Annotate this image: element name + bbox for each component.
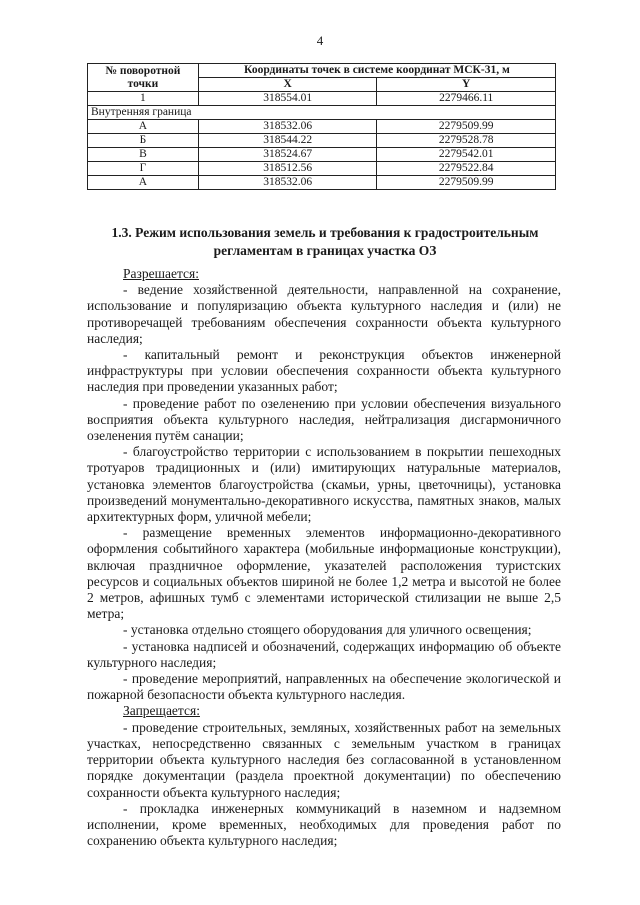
cell-x: 318544.22 bbox=[198, 134, 377, 148]
table-row bbox=[88, 176, 556, 190]
table-row bbox=[88, 134, 556, 148]
allowed-item: - благоустройство территории с использованием в покрытии пешеходных тротуаров традиционных и (или) имитирующих натуральные материалов, установка элементов благоустройства (скамьи, урны, цветочницы), установка произведений монументально-декоративного искусства, памятных знаков, малых архитектурных форм, уличной мебели; bbox=[87, 444, 561, 525]
cell-y: 2279466.11 bbox=[377, 92, 556, 106]
allowed-item: - ведение хозяйственной деятельности, направленной на сохранение, использование и популяризацию объекта культурного наследия и (или) не противоречащей требованиям обеспечения сохранности объекта культурного наследия; bbox=[87, 282, 561, 346]
cell-y: 2279528.78 bbox=[377, 134, 556, 148]
allowed-label: Разрешается: bbox=[123, 266, 199, 281]
cell-x: 318532.06 bbox=[198, 176, 377, 190]
header-coord-system: Координаты точек в системе координат МСК-31, м bbox=[198, 64, 555, 78]
table-section-row bbox=[88, 106, 556, 120]
header-point: № поворотной точки bbox=[88, 64, 199, 92]
cell-x: 318554.01 bbox=[198, 92, 377, 106]
coordinates-table bbox=[87, 63, 556, 190]
table-row bbox=[88, 92, 556, 106]
cell-y: 2279542.01 bbox=[377, 148, 556, 162]
forbidden-label: Запрещается: bbox=[123, 703, 200, 719]
allowed-item: - установка отдельно стоящего оборудования для уличного освещения; bbox=[123, 622, 532, 638]
cell-y: 2279509.99 bbox=[377, 120, 556, 134]
header-y: Y bbox=[377, 78, 556, 92]
forbidden-item: - прокладка инженерных коммуникаций в наземном и надземном исполнении, кроме временных, необходимых для проведения работ по сохранению объекта культурного наследия; bbox=[87, 800, 561, 849]
cell-x: 318532.06 bbox=[198, 120, 377, 134]
cell-y: 2279509.99 bbox=[377, 176, 556, 190]
page-number: 4 bbox=[316, 33, 324, 48]
regulations-text bbox=[87, 266, 561, 849]
cell-point: А bbox=[88, 176, 199, 190]
header-x: X bbox=[198, 78, 377, 92]
allowed-item: - размещение временных элементов информационно-декоративного оформления событийного характера (мобильные информационые конструкции), включая праздничное оформление, указателей расположения туристских ресурсов и социальных объектов шириной не более 1,2 метра и высотой не более 2 метров, афишных тумб с элементами исторической стилизации не выше 2,5 метра; bbox=[87, 525, 561, 622]
section-heading: 1.3. Режим использования земель и требования к градостроительным регламентам в границах участка ОЗ bbox=[111, 225, 539, 258]
allowed-item: - проведение мероприятий, направленных на обеспечение экологической и пожарной безопасности объекта культурного наследия. bbox=[87, 671, 561, 703]
cell-point: Г bbox=[88, 162, 199, 176]
cell-x: 318512.56 bbox=[198, 162, 377, 176]
cell-point: Б bbox=[88, 134, 199, 148]
cell-point: А bbox=[88, 120, 199, 134]
cell-point: В bbox=[88, 148, 199, 162]
section-inner-boundary: Внутренняя граница bbox=[88, 106, 556, 120]
table-row bbox=[88, 148, 556, 162]
cell-x: 318524.67 bbox=[198, 148, 377, 162]
allowed-item: - капитальный ремонт и реконструкция объектов инженерной инфраструктуры при условии обеспечения сохранности объекта культурного наследия при проведении указанных работ; bbox=[87, 347, 561, 395]
cell-point: 1 bbox=[88, 92, 199, 106]
table-row bbox=[88, 162, 556, 176]
allowed-item: - установка надписей и обозначений, содержащих информацию об объекте культурного наследия; bbox=[87, 638, 561, 670]
table-header-row bbox=[88, 64, 556, 78]
cell-y: 2279522.84 bbox=[377, 162, 556, 176]
forbidden-item: - проведение строительных, земляных, хозяйственных работ на земельных участках, непосредственно связанных с земельным участком в границах территории объекта культурного наследия без согласованной в установленном порядке документации (раздела проектной документации) по обеспечению сохранности объекта культурного наследия; bbox=[87, 719, 561, 800]
allowed-item: - проведение работ по озеленению при условии обеспечения визуального восприятия объекта культурного наследия, нейтрализация дисгармоничного озеленения путём санации; bbox=[87, 395, 561, 444]
table-row bbox=[88, 120, 556, 134]
